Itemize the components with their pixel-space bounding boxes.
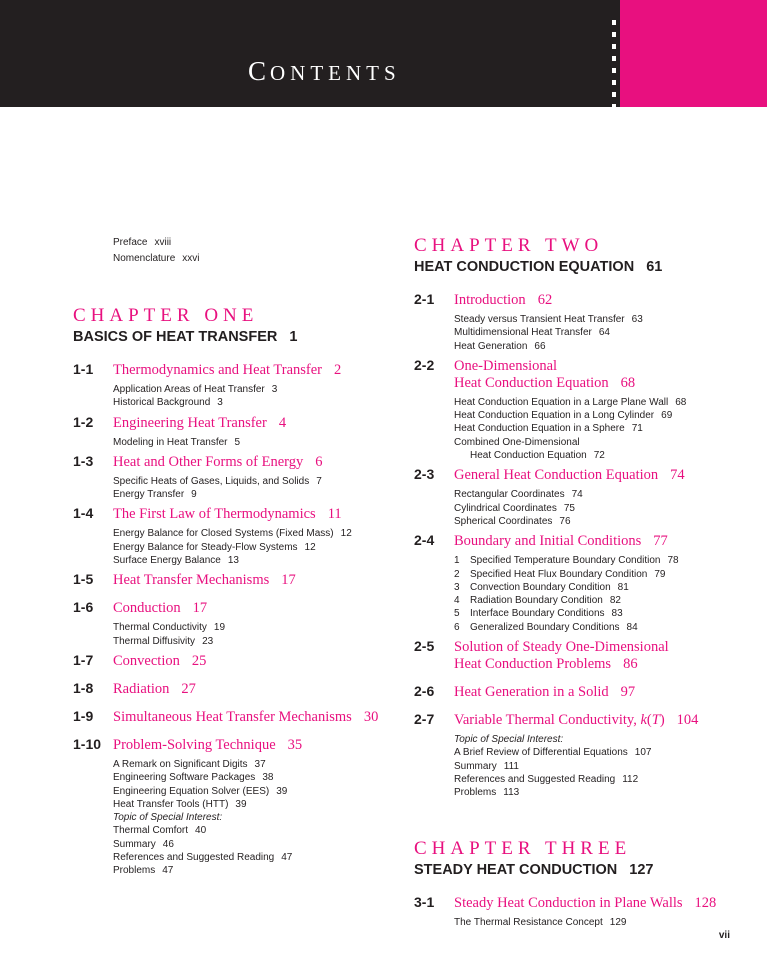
subsection-entry[interactable] bbox=[454, 515, 744, 528]
chapter-label: CHAPTER TWO bbox=[414, 235, 604, 256]
section-number: 1-1 bbox=[73, 361, 94, 377]
front-matter-list bbox=[73, 235, 393, 267]
subsection-text: Cylindrical Coordinates bbox=[454, 502, 557, 514]
section-title bbox=[113, 681, 196, 698]
subsection-page: 83 bbox=[611, 608, 623, 620]
section-page: 2 bbox=[334, 362, 342, 378]
chapter-page: 61 bbox=[646, 259, 663, 275]
subsection-entry[interactable] bbox=[113, 554, 393, 567]
subsection-page: 129 bbox=[609, 916, 627, 928]
subsection-list bbox=[73, 527, 393, 567]
section-title-text: Engineering Heat Transfer bbox=[113, 414, 267, 431]
section-title bbox=[454, 895, 716, 912]
section-title bbox=[113, 362, 341, 379]
section-title bbox=[113, 709, 378, 726]
chapter-page: 1 bbox=[289, 329, 298, 345]
subsection-text: Topic of Special Interest: bbox=[454, 734, 564, 746]
section-heading[interactable] bbox=[73, 680, 393, 698]
subsection-page: 37 bbox=[254, 758, 266, 770]
subsection-entry[interactable] bbox=[454, 581, 744, 594]
chapter-one bbox=[73, 305, 393, 878]
subsection-entry[interactable] bbox=[113, 864, 393, 877]
section-title-italic: k bbox=[640, 712, 647, 729]
subsection-entry[interactable] bbox=[454, 340, 744, 353]
subsection-list bbox=[73, 475, 393, 502]
section-page: 17 bbox=[192, 600, 208, 617]
subsection-entry[interactable] bbox=[454, 326, 744, 339]
subsection-index: 3 bbox=[454, 581, 460, 593]
subsection-page: 74 bbox=[571, 489, 583, 501]
section-heading[interactable] bbox=[73, 652, 393, 670]
section-number: 2-7 bbox=[414, 711, 435, 728]
subsection-text: Thermal Diffusivity bbox=[113, 635, 196, 647]
page-number: vii bbox=[718, 930, 730, 941]
subsection-entry[interactable] bbox=[454, 449, 744, 462]
section-title-text: Introduction bbox=[454, 292, 526, 308]
subsection-text: Thermal Comfort bbox=[113, 825, 189, 837]
subsection-list bbox=[73, 758, 393, 878]
subsection-list bbox=[73, 621, 393, 648]
subsection-text: Specified Temperature Boundary Condition bbox=[470, 555, 661, 567]
subsection-entry[interactable] bbox=[454, 760, 744, 773]
subsection-entry[interactable] bbox=[113, 771, 393, 784]
section-title bbox=[454, 358, 635, 392]
subsection-entry[interactable] bbox=[454, 607, 744, 620]
subsection-text: Heat Transfer Tools (HTT) bbox=[113, 798, 229, 810]
subsection-page: 40 bbox=[195, 825, 207, 837]
section-title bbox=[113, 506, 342, 523]
section-title-italic: T bbox=[651, 712, 660, 729]
subsection-list bbox=[73, 436, 393, 449]
subsection-list bbox=[414, 488, 744, 528]
subsection-index: 2 bbox=[454, 568, 460, 580]
subsection-page: 111 bbox=[503, 760, 519, 772]
section-number: 1-3 bbox=[73, 452, 94, 469]
section-title-text: Simultaneous Heat Transfer Mechanisms bbox=[113, 708, 352, 725]
subsection-entry[interactable] bbox=[454, 409, 744, 422]
subsection-entry[interactable] bbox=[454, 733, 744, 746]
section-title bbox=[113, 600, 207, 617]
section-page: 104 bbox=[676, 712, 699, 729]
section-heading[interactable] bbox=[414, 466, 744, 484]
subsection-text: A Remark on Significant Digits bbox=[113, 758, 248, 770]
subsection-text: Heat Conduction Equation bbox=[470, 450, 587, 462]
section-title bbox=[454, 684, 635, 701]
subsection-entry[interactable] bbox=[113, 527, 393, 540]
section-title-text: Radiation bbox=[113, 680, 170, 697]
subsection-text: Surface Energy Balance bbox=[113, 555, 221, 567]
subsection-text: Convection Boundary Condition bbox=[470, 581, 611, 593]
section-number: 2-5 bbox=[414, 638, 435, 655]
subsection-text: Application Areas of Heat Transfer bbox=[113, 384, 265, 395]
section-title-text: Boundary and Initial Conditions bbox=[454, 533, 642, 550]
subsection-text: Summary bbox=[454, 760, 497, 772]
subsection-page: 13 bbox=[227, 555, 239, 567]
section-title bbox=[454, 533, 668, 550]
subsection-text: Generalized Boundary Conditions bbox=[470, 621, 620, 633]
section-title bbox=[113, 415, 286, 432]
section-heading[interactable] bbox=[73, 361, 393, 379]
subsection-page: 72 bbox=[593, 450, 605, 462]
section-number: 1-7 bbox=[73, 651, 94, 668]
subsection-text: Energy Balance for Closed Systems (Fixed Mass) bbox=[113, 528, 334, 540]
section-number: 1-8 bbox=[73, 679, 94, 696]
section-page: 27 bbox=[181, 680, 196, 697]
section-number: 1-10 bbox=[73, 735, 102, 752]
toc-entry-preface[interactable]: Preface xviii bbox=[113, 237, 172, 248]
subsection-index: 6 bbox=[454, 621, 460, 633]
section-page: 77 bbox=[653, 533, 668, 550]
subsection-page: 46 bbox=[162, 838, 174, 850]
section-title-text: Steady Heat Conduction in Plane Walls bbox=[454, 894, 683, 911]
chapter-three bbox=[414, 838, 744, 929]
section-page: 97 bbox=[620, 684, 636, 701]
chapter-title-text: STEADY HEAT CONDUCTION bbox=[414, 861, 618, 878]
section-number: 1-6 bbox=[73, 599, 94, 616]
section-title-tail: ) bbox=[659, 712, 665, 729]
subsection-entry[interactable] bbox=[113, 851, 393, 864]
subsection-entry[interactable] bbox=[454, 554, 744, 567]
section-number: 1-9 bbox=[73, 707, 94, 724]
subsection-page: 47 bbox=[162, 865, 174, 877]
section-heading[interactable] bbox=[73, 708, 393, 726]
subsection-text: Heat Generation bbox=[454, 340, 528, 352]
chapter-title[interactable] bbox=[73, 327, 393, 347]
section-heading[interactable] bbox=[414, 291, 744, 309]
subsection-text: The Thermal Resistance Concept bbox=[454, 916, 603, 928]
section-heading[interactable] bbox=[414, 683, 744, 701]
section-number: 2-2 bbox=[414, 356, 435, 373]
subsection-entry[interactable] bbox=[454, 786, 744, 799]
subsection-text: Problems bbox=[454, 787, 497, 799]
section-heading[interactable] bbox=[73, 414, 393, 432]
subsection-list bbox=[73, 383, 393, 410]
subsection-list bbox=[414, 554, 744, 634]
subsection-text: Specific Heats of Gases, Liquids, and Solids bbox=[113, 475, 310, 487]
subsection-entry[interactable] bbox=[454, 594, 744, 607]
section-number: 2-3 bbox=[414, 466, 435, 483]
subsection-page: 113 bbox=[503, 787, 520, 799]
subsection-text: Problems bbox=[113, 865, 156, 877]
subsection-page: 63 bbox=[631, 314, 643, 325]
subsection-page: 76 bbox=[559, 515, 571, 527]
section-title-text: One-Dimensional bbox=[454, 357, 558, 374]
section-number: 1-4 bbox=[73, 505, 94, 522]
subsection-text: Heat Conduction Equation in a Sphere bbox=[454, 423, 625, 435]
section-title-tail: ( bbox=[646, 712, 652, 729]
subsection-list bbox=[414, 313, 744, 353]
subsection-entry[interactable] bbox=[113, 785, 393, 798]
subsection-entry[interactable] bbox=[454, 746, 744, 759]
section-page: 62 bbox=[537, 292, 553, 308]
subsection-text: Heat Conduction Equation in a Long Cylinder bbox=[454, 410, 655, 422]
subsection-page: 12 bbox=[304, 541, 316, 553]
subsection-page: 39 bbox=[235, 798, 247, 810]
subsection-entry[interactable] bbox=[113, 541, 393, 554]
subsection-entry[interactable] bbox=[454, 621, 744, 634]
subsection-page: 9 bbox=[191, 489, 197, 501]
subsection-entry[interactable] bbox=[454, 422, 744, 435]
chapter-title-text: BASICS OF HEAT TRANSFER bbox=[73, 329, 278, 345]
toc-right-column bbox=[414, 235, 744, 933]
section-title-text: General Heat Conduction Equation bbox=[454, 467, 659, 484]
subsection-page: 79 bbox=[654, 568, 666, 580]
subsection-text: Energy Balance for Steady-Flow Systems bbox=[113, 541, 298, 553]
section-heading[interactable] bbox=[73, 453, 393, 471]
section-title-text: Heat Generation in a Solid bbox=[454, 684, 609, 701]
section-heading[interactable] bbox=[414, 532, 744, 550]
chapter-two bbox=[414, 235, 744, 800]
section-title bbox=[113, 653, 206, 670]
section-title-text: Heat Transfer Mechanisms bbox=[113, 572, 270, 589]
subsection-entry[interactable] bbox=[113, 436, 393, 449]
subsection-page: 39 bbox=[276, 785, 288, 797]
subsection-entry[interactable] bbox=[454, 396, 744, 409]
section-page: 6 bbox=[315, 453, 323, 470]
chapter-label: CHAPTER ONE bbox=[73, 305, 259, 326]
subsection-page: 66 bbox=[534, 340, 546, 352]
subsection-entry[interactable] bbox=[113, 635, 393, 648]
section-page: 68 bbox=[620, 374, 636, 391]
subsection-text: Engineering Software Packages bbox=[113, 772, 256, 784]
subsection-text: Steady versus Transient Heat Transfer bbox=[454, 314, 625, 325]
section-heading[interactable] bbox=[414, 894, 744, 912]
subsection-entry[interactable] bbox=[454, 568, 744, 581]
section-page: 74 bbox=[670, 467, 685, 484]
subsection-entry[interactable] bbox=[113, 798, 393, 811]
subsection-page: 47 bbox=[281, 852, 293, 864]
section-page: 25 bbox=[191, 652, 207, 669]
subsection-entry[interactable] bbox=[113, 396, 393, 409]
subsection-text: Spherical Coordinates bbox=[454, 515, 553, 527]
subsection-text: Interface Boundary Conditions bbox=[470, 608, 605, 620]
section-title-text: Convection bbox=[113, 652, 180, 669]
subsection-entry[interactable] bbox=[454, 313, 744, 326]
section-title-text: Solution of Steady One-Dimensional bbox=[454, 639, 669, 656]
subsection-page: 69 bbox=[661, 410, 673, 422]
subsection-list bbox=[414, 733, 744, 799]
subsection-page: 3 bbox=[217, 397, 223, 409]
subsection-text: Summary bbox=[113, 838, 156, 850]
section-heading[interactable] bbox=[414, 711, 744, 729]
subsection-text: Radiation Boundary Condition bbox=[470, 595, 603, 607]
section-title-text: Problem-Solving Technique bbox=[113, 736, 276, 753]
subsection-text: Energy Transfer bbox=[113, 489, 185, 501]
chapter-title-text: HEAT CONDUCTION EQUATION bbox=[414, 259, 635, 275]
subsection-page: 81 bbox=[617, 581, 629, 593]
section-heading[interactable] bbox=[73, 599, 393, 617]
subsection-text: Multidimensional Heat Transfer bbox=[454, 327, 592, 339]
header-accent-bar bbox=[620, 0, 767, 107]
section-title-text: Thermodynamics and Heat Transfer bbox=[113, 362, 322, 378]
subsection-page: 82 bbox=[609, 595, 621, 607]
chapter-title[interactable] bbox=[414, 860, 744, 880]
subsection-entry[interactable] bbox=[454, 916, 744, 929]
subsection-entry[interactable] bbox=[454, 502, 744, 515]
section-title bbox=[454, 639, 669, 673]
section-page: 11 bbox=[327, 506, 342, 523]
subsection-index: 4 bbox=[454, 595, 460, 607]
subsection-page: 64 bbox=[598, 327, 610, 339]
section-title bbox=[454, 712, 698, 729]
section-number: 3-1 bbox=[414, 893, 435, 910]
subsection-page: 12 bbox=[340, 528, 352, 540]
subsection-list bbox=[414, 916, 744, 929]
subsection-page: 112 bbox=[622, 773, 639, 785]
section-title bbox=[113, 454, 322, 471]
subsection-entry[interactable] bbox=[113, 488, 393, 501]
subsection-text: A Brief Review of Differential Equations bbox=[454, 747, 628, 759]
subsection-index: 5 bbox=[454, 608, 460, 620]
subsection-list bbox=[414, 396, 744, 462]
section-number: 1-5 bbox=[73, 571, 94, 588]
section-page: 4 bbox=[278, 414, 287, 431]
section-title-text: Heat and Other Forms of Energy bbox=[113, 453, 304, 470]
section-heading[interactable] bbox=[414, 357, 744, 392]
section-page: 35 bbox=[287, 736, 303, 753]
subsection-page: 7 bbox=[316, 475, 322, 487]
section-page: 86 bbox=[623, 656, 638, 673]
section-heading[interactable] bbox=[414, 638, 744, 673]
subsection-page: 23 bbox=[202, 635, 214, 647]
subsection-page: 78 bbox=[667, 555, 679, 567]
subsection-text: Rectangular Coordinates bbox=[454, 489, 565, 501]
subsection-entry[interactable] bbox=[113, 475, 393, 488]
subsection-entry[interactable] bbox=[113, 824, 393, 837]
section-number: 2-4 bbox=[414, 532, 435, 549]
section-title-text: The First Law of Thermodynamics bbox=[113, 506, 316, 523]
subsection-page: 84 bbox=[626, 621, 638, 633]
section-title bbox=[454, 292, 552, 309]
section-title bbox=[454, 467, 685, 484]
subsection-entry[interactable] bbox=[454, 773, 744, 786]
subsection-page: 38 bbox=[262, 772, 274, 784]
subsection-page: 68 bbox=[675, 396, 687, 408]
subsection-page: 75 bbox=[563, 502, 575, 514]
subsection-text: Engineering Equation Solver (EES) bbox=[113, 785, 270, 797]
section-number: 2-1 bbox=[414, 291, 435, 307]
subsection-entry[interactable] bbox=[113, 621, 393, 634]
subsection-page: 107 bbox=[634, 747, 652, 759]
subsection-text: Thermal Conductivity bbox=[113, 622, 207, 634]
subsection-index: 1 bbox=[454, 555, 460, 567]
section-number: 1-2 bbox=[73, 413, 94, 430]
subsection-text: Specified Heat Flux Boundary Condition bbox=[470, 568, 648, 580]
chapter-label: CHAPTER THREE bbox=[414, 837, 632, 859]
subsection-text: References and Suggested Reading bbox=[113, 852, 275, 864]
section-title-text: Variable Thermal Conductivity, bbox=[454, 712, 641, 729]
toc-left-column bbox=[73, 235, 393, 882]
subsection-text: Topic of Special Interest: bbox=[113, 812, 223, 824]
subsection-text: References and Suggested Reading bbox=[454, 773, 616, 785]
subsection-entry[interactable] bbox=[113, 383, 393, 396]
header-dot-divider bbox=[612, 20, 618, 110]
subsection-entry[interactable] bbox=[454, 436, 744, 449]
subsection-entry[interactable] bbox=[113, 811, 393, 824]
subsection-page: 71 bbox=[631, 423, 643, 435]
subsection-text: Heat Conduction Equation in a Large Plane Wall bbox=[454, 396, 669, 408]
section-title-line2: Heat Conduction Problems bbox=[454, 656, 612, 673]
section-title bbox=[113, 737, 302, 754]
section-heading[interactable] bbox=[73, 736, 393, 754]
subsection-page: 3 bbox=[271, 384, 278, 395]
section-title bbox=[113, 572, 296, 589]
section-heading[interactable] bbox=[73, 505, 393, 523]
subsection-entry[interactable] bbox=[113, 838, 393, 851]
section-page: 128 bbox=[694, 894, 717, 911]
section-title-line2: Heat Conduction Equation bbox=[454, 374, 609, 391]
toc-entry-nomenclature[interactable]: Nomenclature xxvi bbox=[113, 253, 200, 264]
section-number: 2-6 bbox=[414, 683, 435, 700]
section-page: 30 bbox=[363, 708, 379, 725]
subsection-text: Combined One-Dimensional bbox=[454, 436, 580, 448]
section-heading[interactable] bbox=[73, 571, 393, 589]
chapter-title[interactable] bbox=[414, 257, 744, 277]
subsection-entry[interactable] bbox=[113, 758, 393, 771]
subsection-page: 19 bbox=[213, 622, 226, 634]
subsection-text: Historical Background bbox=[113, 397, 211, 409]
subsection-entry[interactable] bbox=[454, 488, 744, 501]
page-title: CONTENTS bbox=[248, 56, 401, 86]
section-page: 17 bbox=[281, 572, 296, 589]
chapter-page: 127 bbox=[629, 861, 654, 878]
section-title-text: Conduction bbox=[113, 600, 181, 617]
subsection-text: Modeling in Heat Transfer bbox=[113, 436, 228, 448]
subsection-page: 5 bbox=[234, 436, 241, 448]
